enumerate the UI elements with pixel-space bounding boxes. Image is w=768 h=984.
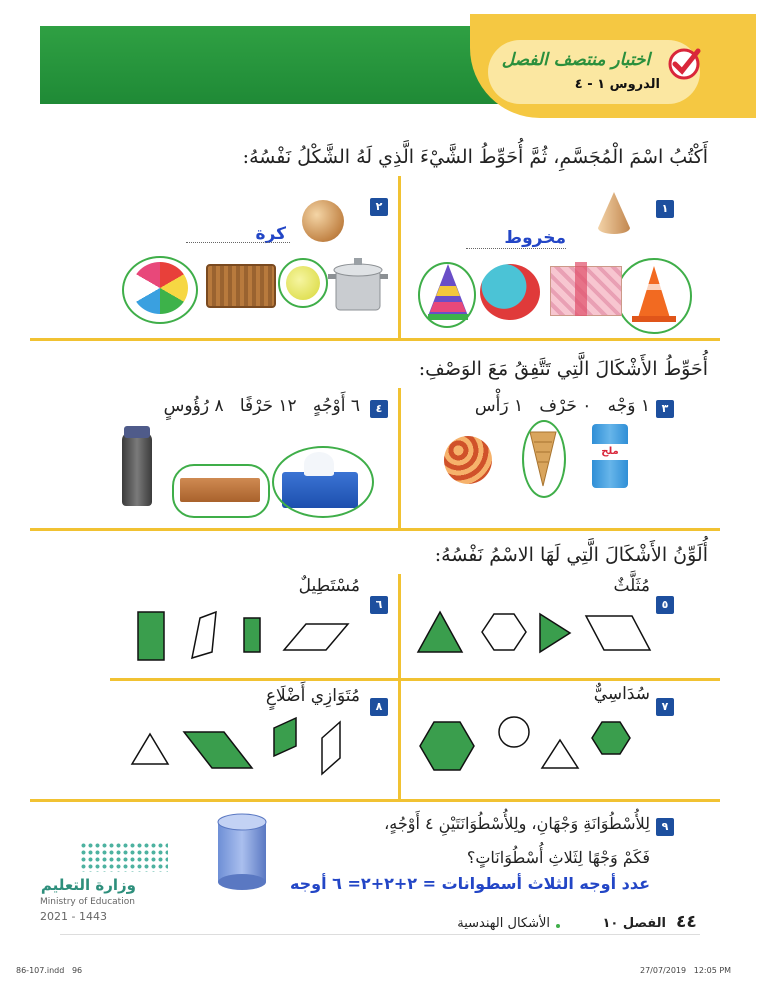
ministry-logo-dots [80,842,168,872]
section2-bottom-line [30,528,720,531]
q9-number: ٩ [656,818,674,836]
q1-circle-cone [616,258,692,334]
print-timestamp: 27/07/2019 12:05 PM [640,966,732,975]
q9-line2: فَكَمْ وَجْهًا لِثَلاثِ أُسْطُوَانَاتٍ؟ [466,848,650,867]
q5-filled-triangle-right [540,614,570,652]
q5-number: ٥ [656,596,674,614]
check-icon [664,42,704,82]
q7-filled-hexagon-small [592,722,630,754]
section2-divider [398,388,401,528]
q5-parallelogram [586,616,650,650]
q8-triangle [132,734,168,764]
page-number: ٤٤ [676,912,697,932]
cylinder-icon [214,812,270,896]
q8-parallelogram-outline [322,722,340,774]
q9-answer: عدد أوجه الثلاث أسطوانات = ٢+٢+٢= ٦ أوجه [289,874,650,893]
section1-bottom-line [30,338,720,341]
q2-answer-line [186,242,290,243]
section2-instruction: أُحَوِّطُ الأَشْكَالَ الَّتِي تَتَّفِقُ مَعَ الوَصْفِ: [418,358,708,380]
section3-mid-line [110,678,720,681]
section3-divider-bottom [398,681,401,799]
q6-shapes [130,606,380,666]
q5-label: مُثَلَّثٌ [613,576,650,596]
q6-filled-rectangle-small [244,618,260,652]
q4-description: ٦ أَوْجُهٍ ١٢ حَرْفًا ٨ رُؤُوسٍ [163,396,360,416]
section1-divider [398,176,401,338]
header-title: اختبار منتصف الفصل [501,50,651,70]
header-subtitle: الدروس ١ - ٤ [574,77,660,92]
ministry-name-ar: وزارة التعليم [40,876,136,894]
section1-instruction: أَكْتُبُ اسْمَ الْمُجَسَّمِ، ثُمَّ أُحَوِّطُ الشَّيْءَ الَّذِي لَهُ الشَّكْلُ نَفْسُهُ: [242,146,708,168]
picnic-basket [206,264,276,308]
section3-divider-top [398,574,401,678]
q4-circle-tissue [272,446,374,518]
q6-parallelogram-small [192,612,216,658]
q7-shapes [414,710,644,774]
footer-chapter-title: الأشكال الهندسية [457,916,550,931]
q7-number: ٧ [656,698,674,716]
q2-answer: كرة [255,224,286,244]
q5-hexagon [482,614,526,650]
sphere-icon [302,200,344,242]
ministry-name-en: Ministry of Education [40,897,135,907]
q4-circle-brick [172,464,270,518]
q1-number: ١ [656,200,674,218]
q2-circle-tennis [278,258,328,308]
section3-bottom-line [30,799,720,802]
gift-ribbon [575,262,587,316]
q8-label: مُتَوَازِي أَضْلَاعٍ [265,686,360,706]
q8-shapes [128,712,368,776]
q6-label: مُسْتَطِيلٌ [298,576,360,596]
footer-line [60,934,700,935]
q8-filled-parallelogram-wide [184,732,252,768]
q4-number: ٤ [370,400,388,418]
cone-icon [594,190,634,242]
q3-number: ٣ [656,400,674,418]
q3-circle-cone [522,420,566,498]
print-file-info: 86-107.indd 96 [16,966,83,975]
cooking-pot [328,254,388,318]
q3-description: ١ وَجْه ٠ حَرْف ١ رَأْس [474,396,650,416]
striped-ball [444,436,492,484]
footer-separator [556,924,560,928]
ministry-year: 2021 - 1443 [40,910,107,923]
q2-number: ٢ [370,198,388,216]
header-banner [40,26,510,104]
q8-filled-parallelogram-small [274,718,296,756]
q1-circle-hat [418,262,476,328]
q8-number: ٨ [370,698,388,716]
q6-filled-rectangle-large [138,612,164,660]
q1-answer: مخروط [504,228,566,248]
q5-filled-triangle [418,612,462,652]
q6-parallelogram-wide [284,624,348,650]
section3-instruction: أُلَوِّنُ الأَشْكَالَ الَّتِي لَهَا الاسْمُ نَفْسُهُ: [434,544,708,566]
q7-filled-hexagon-large [420,722,474,770]
q2-circle-beachball [122,256,198,324]
water-bottle-cap [124,426,150,438]
q6-number: ٦ [370,596,388,614]
water-bottle [122,432,152,506]
salt-label: ملح [592,444,628,460]
q7-circle [499,717,529,747]
footer-chapter: الفصل ١٠ [602,916,666,931]
q7-label: سُدَاسِيٌّ [593,684,650,704]
ball-red-teal [480,264,540,320]
q1-answer-line [466,248,566,249]
q7-triangle [542,740,578,768]
q9-line1: لِلأُسْطُوَانَةِ وَجْهَانِ، ولِلأُسْطُوَانَتَيْنِ ٤ أَوْجُهٍ، [384,814,650,833]
q5-shapes [410,606,710,662]
